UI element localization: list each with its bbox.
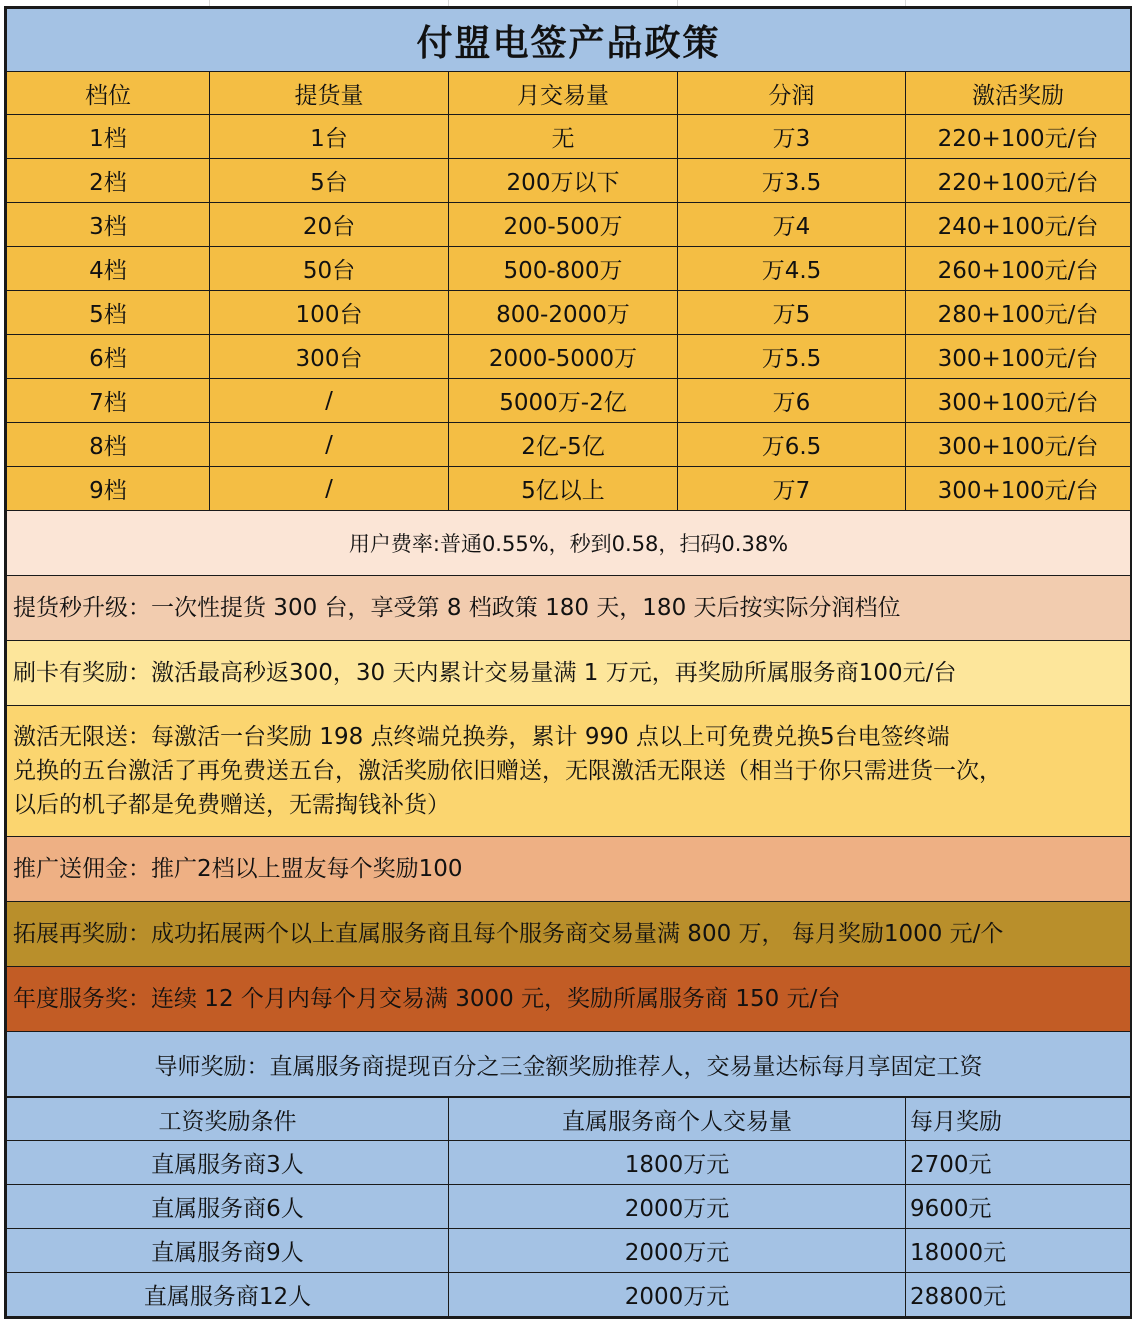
table-cell[interactable]: / <box>210 379 449 423</box>
card-reward-cell[interactable]: 刷卡有奖励：激活最高秒返300，30 天内累计交易量满 1 万元，再奖励所属服务商100元/台 <box>7 641 1131 706</box>
table-cell[interactable]: / <box>210 467 449 511</box>
table-cell[interactable]: 直属服务商6人 <box>7 1185 449 1229</box>
header-cell[interactable]: 提货量 <box>210 72 449 115</box>
table-cell[interactable]: 5亿以上 <box>449 467 678 511</box>
unlimited-gift-cell[interactable] <box>7 706 1131 837</box>
table-cell[interactable]: 300+100元/台 <box>906 379 1131 423</box>
table-cell[interactable]: 5档 <box>7 291 210 335</box>
table-cell[interactable]: 200-500万 <box>449 203 678 247</box>
header-cell[interactable]: 直属服务商个人交易量 <box>449 1098 906 1141</box>
table-row <box>7 247 1131 291</box>
table-cell[interactable]: 800-2000万 <box>449 291 678 335</box>
table-cell[interactable]: 220+100元/台 <box>906 115 1131 159</box>
table-cell[interactable]: 300+100元/台 <box>906 423 1131 467</box>
commission-cell[interactable]: 推广送佣金：推广2档以上盟友每个奖励100 <box>7 837 1131 902</box>
table-cell[interactable]: 9档 <box>7 467 210 511</box>
page-title[interactable]: 付盟电签产品政策 <box>7 9 1131 72</box>
table-cell[interactable]: 万3.5 <box>678 159 906 203</box>
table-cell[interactable]: 2000万元 <box>449 1185 906 1229</box>
policy-table <box>4 6 1132 1319</box>
table-cell[interactable]: 直属服务商12人 <box>7 1273 449 1317</box>
table-row <box>7 159 1131 203</box>
table-cell[interactable]: 3档 <box>7 203 210 247</box>
unlimited-gift-line: 激活无限送：每激活一台奖励 198 点终端兑换券，累计 990 点以上可免费兑换5台电签终端 <box>13 724 950 750</box>
table-cell[interactable]: 5000万-2亿 <box>449 379 678 423</box>
table-cell[interactable]: 万4.5 <box>678 247 906 291</box>
table-cell[interactable]: 万3 <box>678 115 906 159</box>
header-cell[interactable]: 档位 <box>7 72 210 115</box>
table-cell[interactable]: 260+100元/台 <box>906 247 1131 291</box>
table-row <box>7 203 1131 247</box>
table-row <box>7 1185 1131 1229</box>
table-cell[interactable]: 无 <box>449 115 678 159</box>
table-cell[interactable]: 万5.5 <box>678 335 906 379</box>
table-cell[interactable]: 2档 <box>7 159 210 203</box>
table-cell[interactable]: 直属服务商3人 <box>7 1141 449 1185</box>
table-cell[interactable]: 200万以下 <box>449 159 678 203</box>
table-cell[interactable]: 万6 <box>678 379 906 423</box>
table-row <box>7 379 1131 423</box>
table-cell[interactable]: 9600元 <box>906 1185 1131 1229</box>
table-cell[interactable]: 2000万元 <box>449 1229 906 1273</box>
table-cell[interactable]: 1800万元 <box>449 1141 906 1185</box>
table-row <box>7 423 1131 467</box>
table-cell[interactable]: 6档 <box>7 335 210 379</box>
table-cell[interactable]: 2亿-5亿 <box>449 423 678 467</box>
table-row <box>7 291 1131 335</box>
table-cell[interactable]: 万6.5 <box>678 423 906 467</box>
table-cell[interactable]: 500-800万 <box>449 247 678 291</box>
header-cell[interactable]: 工资奖励条件 <box>7 1098 449 1141</box>
table-cell[interactable]: 2000-5000万 <box>449 335 678 379</box>
table-cell[interactable]: 2000万元 <box>449 1273 906 1317</box>
table-row <box>7 1273 1131 1317</box>
table-cell[interactable]: 28800元 <box>906 1273 1131 1317</box>
annual-service-award-cell[interactable]: 年度服务奖：连续 12 个月内每个月交易满 3000 元，奖励所属服务商 150 元/台 <box>7 967 1131 1032</box>
table-row <box>7 467 1131 511</box>
upgrade-policy-cell[interactable]: 提货秒升级：一次性提货 300 台，享受第 8 档政策 180 天，180 天后按实际分润档位 <box>7 576 1131 641</box>
table-cell[interactable]: 300+100元/台 <box>906 467 1131 511</box>
tiers-header-row <box>7 72 1131 115</box>
table-cell[interactable]: 300台 <box>210 335 449 379</box>
table-cell[interactable]: 5台 <box>210 159 449 203</box>
table-cell[interactable]: 50台 <box>210 247 449 291</box>
table-cell[interactable]: 300+100元/台 <box>906 335 1131 379</box>
expansion-reward-cell[interactable]: 拓展再奖励：成功拓展两个以上直属服务商且每个服务商交易量满 800 万， 每月奖励1000 元/个 <box>7 902 1131 967</box>
table-cell[interactable]: 万5 <box>678 291 906 335</box>
table-cell[interactable]: 2700元 <box>906 1141 1131 1185</box>
header-cell[interactable]: 每月奖励 <box>906 1098 1131 1141</box>
header-cell[interactable]: 月交易量 <box>449 72 678 115</box>
table-cell[interactable]: 280+100元/台 <box>906 291 1131 335</box>
table-cell[interactable]: 直属服务商9人 <box>7 1229 449 1273</box>
salary-header-row <box>7 1098 1131 1141</box>
header-cell[interactable]: 分润 <box>678 72 906 115</box>
user-rate-cell[interactable]: 用户费率:普通0.55%，秒到0.58，扫码0.38% <box>7 511 1131 576</box>
header-cell[interactable]: 激活奖励 <box>906 72 1131 115</box>
unlimited-gift-line: 以后的机子都是免费赠送，无需掏钱补货） <box>13 792 450 818</box>
table-cell[interactable]: 8档 <box>7 423 210 467</box>
table-row <box>7 335 1131 379</box>
table-cell[interactable]: 万7 <box>678 467 906 511</box>
table-cell[interactable]: 1档 <box>7 115 210 159</box>
unlimited-gift-line: 兑换的五台激活了再免费送五台，激活奖励依旧赠送，无限激活无限送（相当于你只需进货一次， <box>13 758 1002 784</box>
table-row <box>7 115 1131 159</box>
table-row <box>7 1141 1131 1185</box>
table-cell[interactable]: 100台 <box>210 291 449 335</box>
table-cell[interactable]: 7档 <box>7 379 210 423</box>
table-cell[interactable]: 18000元 <box>906 1229 1131 1273</box>
table-row <box>7 1229 1131 1273</box>
table-cell[interactable]: 240+100元/台 <box>906 203 1131 247</box>
table-cell[interactable]: 20台 <box>210 203 449 247</box>
table-cell[interactable]: / <box>210 423 449 467</box>
table-cell[interactable]: 万4 <box>678 203 906 247</box>
mentor-reward-cell[interactable]: 导师奖励：直属服务商提现百分之三金额奖励推荐人，交易量达标每月享固定工资 <box>7 1032 1131 1097</box>
table-cell[interactable]: 4档 <box>7 247 210 291</box>
table-cell[interactable]: 1台 <box>210 115 449 159</box>
table-cell[interactable]: 220+100元/台 <box>906 159 1131 203</box>
